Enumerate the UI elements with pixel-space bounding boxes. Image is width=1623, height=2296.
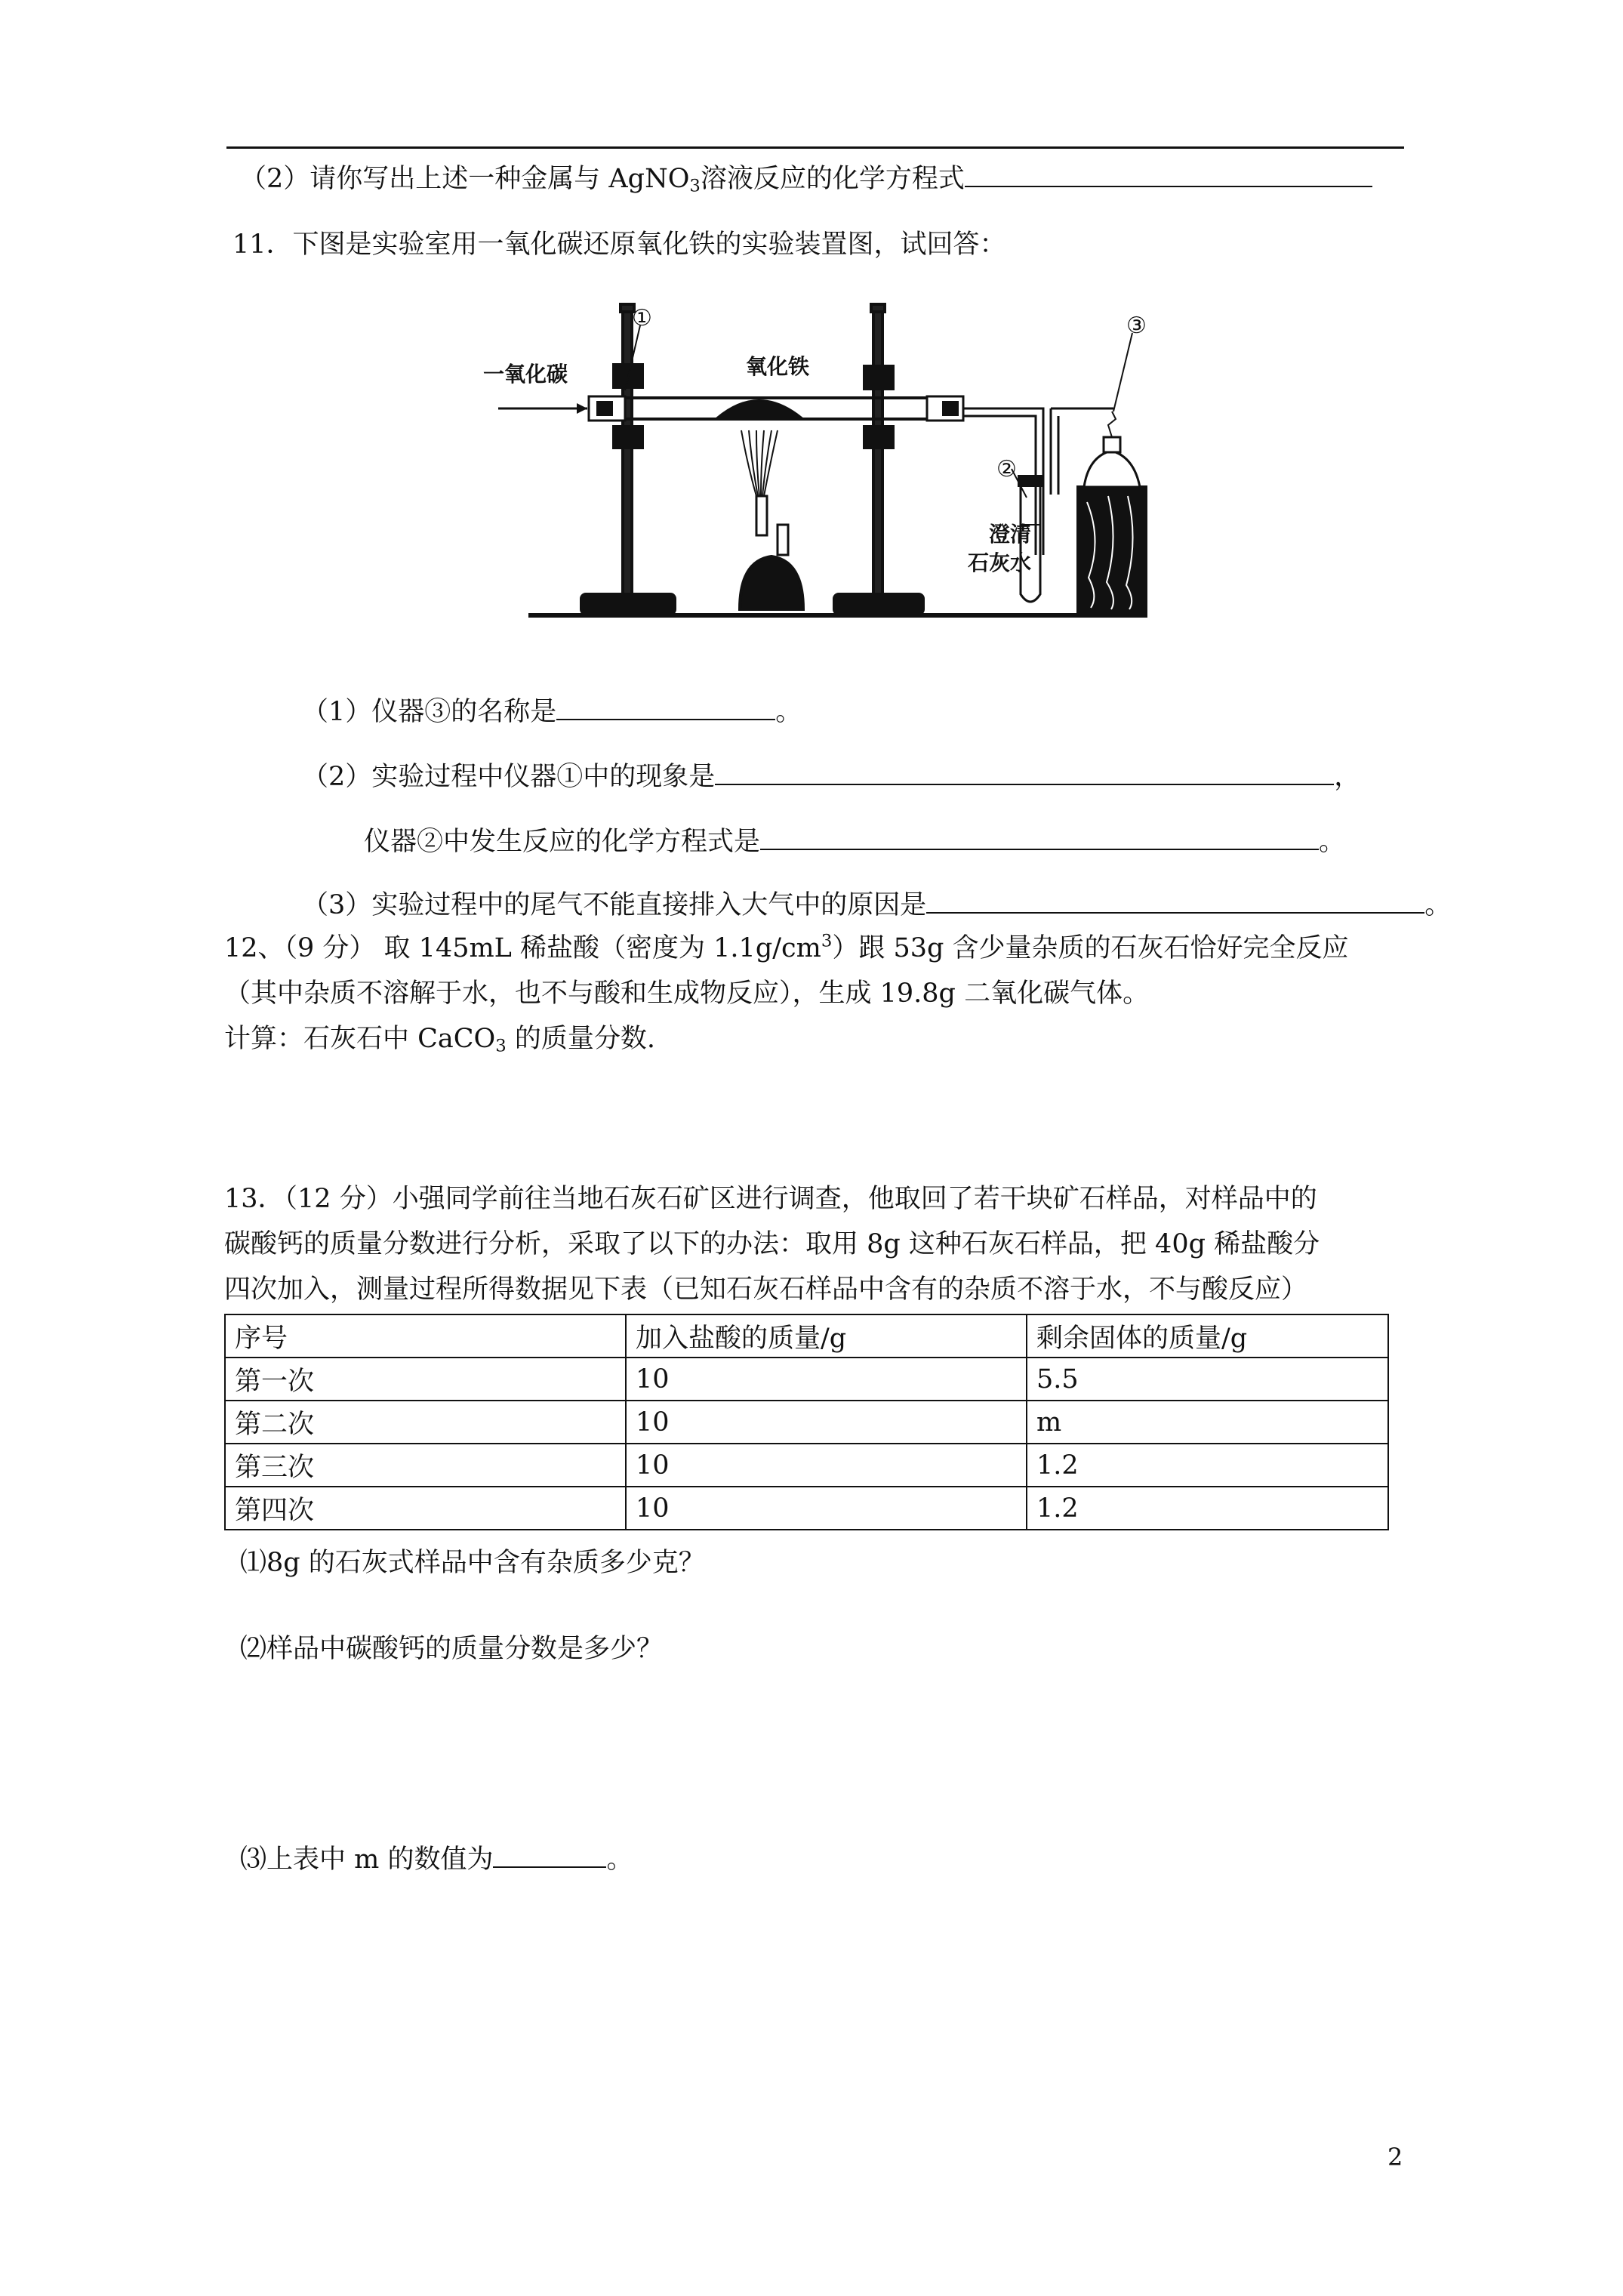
marker-3: ③ [1126, 313, 1147, 339]
table-header-cell: 剩余固体的质量/g [1027, 1314, 1388, 1358]
q13-sub3-end: 。 [606, 1845, 633, 1875]
marker-2: ② [996, 456, 1017, 482]
q11-sub1 [302, 693, 802, 730]
q13-sub3 [240, 1841, 633, 1878]
q12-line1-text: 12、（9 分） 取 145mL 稀盐酸（密度为 1.1g/cm [224, 933, 821, 963]
q13-sub3-text: ⑶上表中 m 的数值为 [240, 1845, 494, 1875]
label-limewater-line2: 石灰水 [968, 550, 1032, 575]
q12-line3 [224, 1021, 655, 1057]
q12-line2: （其中杂质不溶解于水，也不与酸和生成物反应），生成 19.8g 二氧化碳气体。 [224, 978, 1150, 1009]
label-limewater-line1: 澄清 [989, 522, 1032, 547]
q12-line3-text: 计算：石灰石中 CaCO [224, 1024, 496, 1054]
q13-line2: 碳酸钙的质量分数进行分析，采取了以下的办法：取用 8g 这种石灰石样品，把 40g 稀盐酸分 [224, 1229, 1320, 1259]
q10-sub2-subscript: 3 [689, 176, 701, 196]
marker-1: ① [632, 305, 652, 331]
q11-sub2a-blank[interactable] [715, 758, 1334, 785]
q11-sub2b [364, 823, 1345, 860]
q11-sub3-text: （3）实验过程中的尾气不能直接排入大气中的原因是 [302, 890, 927, 920]
q12-line3-text-end: 的质量分数. [506, 1024, 655, 1054]
alcohol-burner [740, 556, 803, 609]
page-number: 2 [1387, 2143, 1403, 2171]
co-reduction-apparatus-diagram [476, 298, 1147, 646]
q11-sub1-text: （1）仪器③的名称是 [302, 697, 557, 727]
label-co: 一氧化碳 [483, 362, 568, 387]
table-cell: 10 [626, 1444, 1027, 1487]
q11-sub3 [302, 886, 1451, 923]
table-row [225, 1401, 1388, 1444]
table-row [225, 1358, 1388, 1401]
table-cell: 10 [626, 1487, 1027, 1530]
q10-sub2-text: （2）请你写出上述一种金属与 AgNO [240, 164, 690, 194]
q13-data-table [224, 1314, 1389, 1530]
q10-answer-blank[interactable] [965, 160, 1372, 187]
table-row [225, 1444, 1388, 1487]
table-cell: 1.2 [1027, 1487, 1388, 1530]
q11-intro: 11．下图是实验室用一氧化碳还原氧化铁的实验装置图，试回答： [233, 230, 1006, 260]
q11-sub2a-text: （2）实验过程中仪器①中的现象是 [302, 762, 716, 792]
iron-oxide-heap [717, 400, 802, 418]
q12-line1-text-end: ）跟 53g 含少量杂质的石灰石恰好完全反应 [832, 933, 1349, 963]
header-rule [226, 146, 1404, 149]
table-cell: 第三次 [225, 1444, 626, 1487]
q13-line1: 13．（12 分）小强同学前往当地石灰石矿区进行调查，他取回了若干块矿石样品，对样品中的 [224, 1184, 1317, 1214]
q13-sub3-blank[interactable] [493, 1841, 606, 1868]
q10-sub2 [240, 160, 1372, 197]
right-stand-rod [873, 309, 882, 606]
q11-sub1-end: 。 [775, 697, 802, 727]
table-cell: 第二次 [225, 1401, 626, 1444]
q12-line1 [224, 930, 1349, 966]
table-cell: 10 [626, 1358, 1027, 1401]
table-cell: 5.5 [1027, 1358, 1388, 1401]
q11-sub2a-end: ， [1334, 762, 1361, 792]
table-cell: m [1027, 1401, 1388, 1444]
q12-line3-subscript: 3 [495, 1036, 507, 1056]
table-header-cell: 加入盐酸的质量/g [626, 1314, 1027, 1358]
q13-sub1: ⑴8g 的石灰式样品中含有杂质多少克？ [240, 1548, 705, 1578]
q11-sub3-end: 。 [1424, 890, 1452, 920]
q11-sub2a [302, 758, 1360, 795]
table-cell: 第一次 [225, 1358, 626, 1401]
table-cell: 10 [626, 1401, 1027, 1444]
table-header-row [225, 1314, 1388, 1358]
left-stand-rod [623, 309, 632, 606]
table-cell: 1.2 [1027, 1444, 1388, 1487]
q11-sub2b-end: 。 [1319, 827, 1346, 857]
q11-sub1-blank[interactable] [556, 693, 775, 720]
left-stand-base [581, 594, 675, 614]
right-stand-base [834, 594, 923, 614]
q12-line1-superscript: 3 [821, 931, 833, 951]
q13-line3: 四次加入，测量过程所得数据见下表（已知石灰石样品中含有的杂质不溶于水，不与酸反应） [224, 1274, 1308, 1305]
table-cell: 第四次 [225, 1487, 626, 1530]
q11-sub2b-blank[interactable] [760, 823, 1319, 850]
table-row [225, 1487, 1388, 1530]
q11-sub3-blank[interactable] [926, 886, 1424, 914]
q10-sub2-text-end: 溶液反应的化学方程式 [700, 164, 965, 194]
label-iron-oxide: 氧化铁 [746, 354, 810, 379]
q11-sub2b-text: 仪器②中发生反应的化学方程式是 [364, 827, 761, 857]
q13-sub2: ⑵样品中碳酸钙的质量分数是多少？ [240, 1634, 664, 1664]
table-header-cell: 序号 [225, 1314, 626, 1358]
